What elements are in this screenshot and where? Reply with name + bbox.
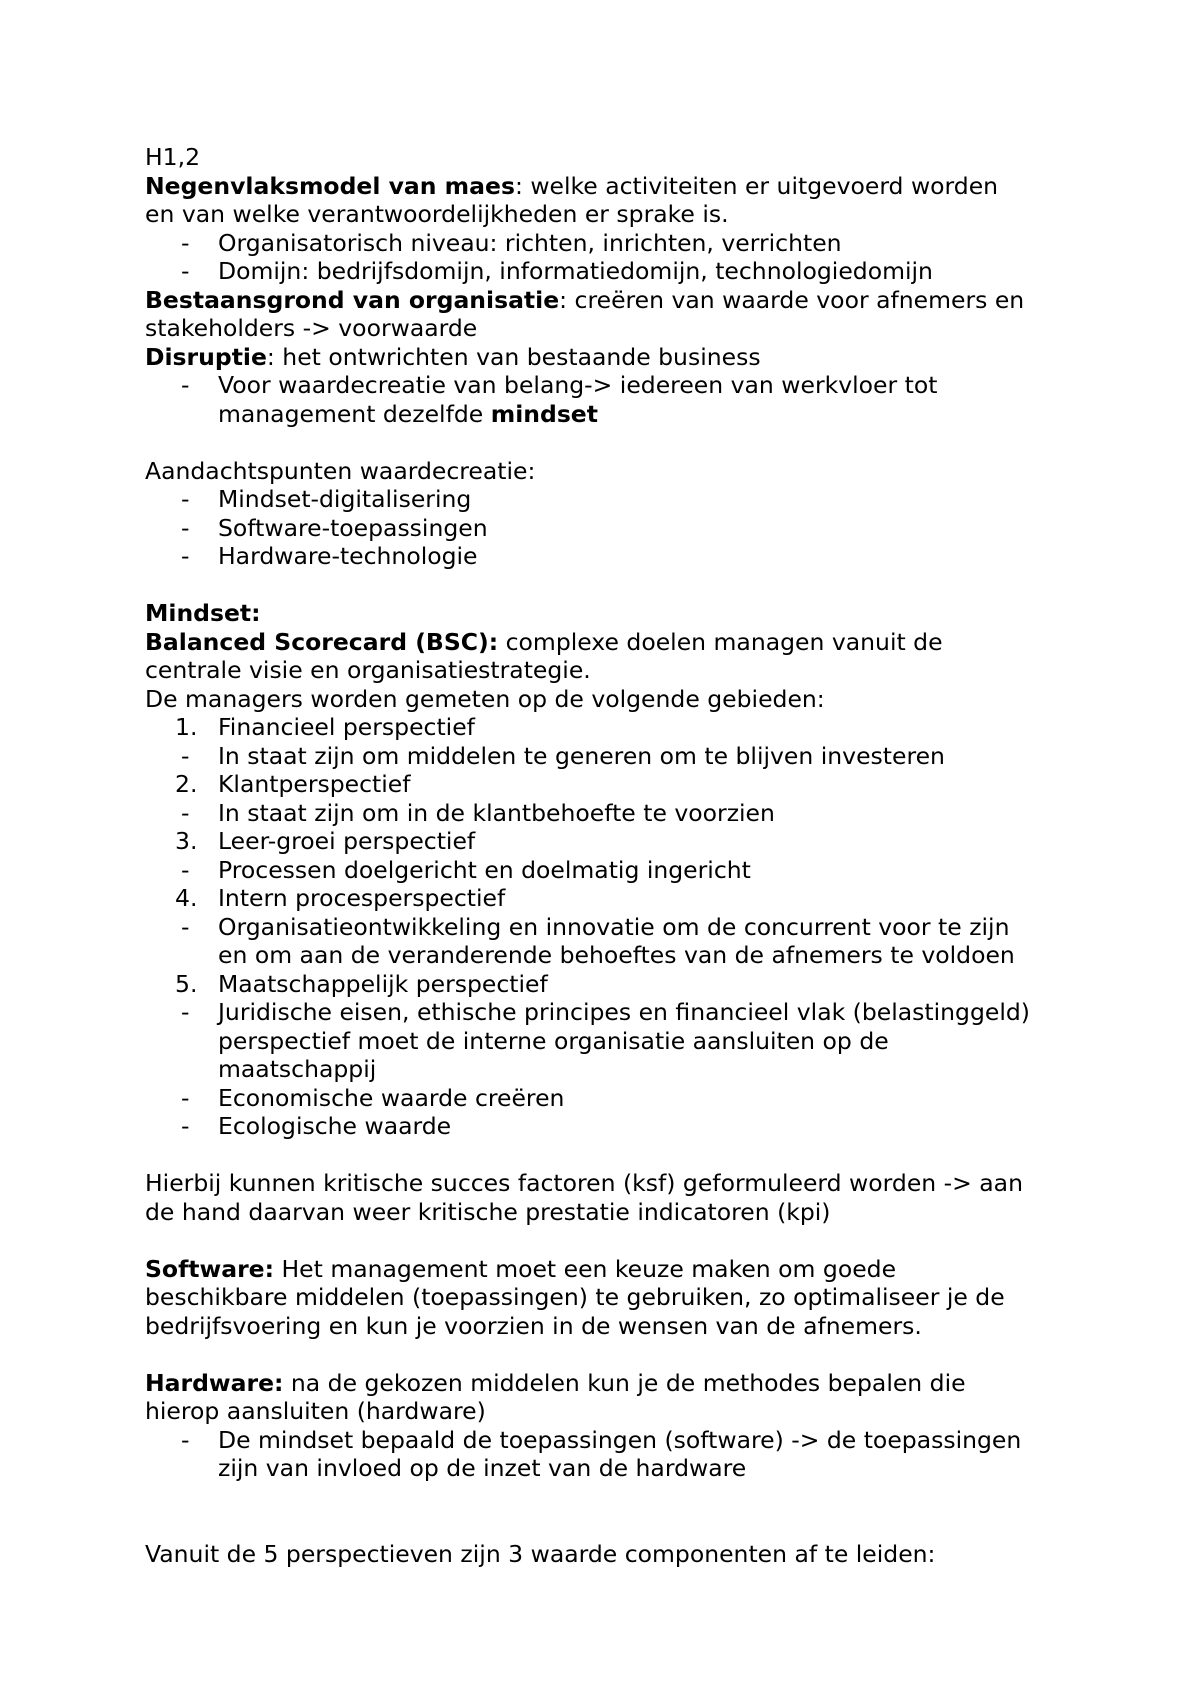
item-text: Organisatorisch niveau: richten, inrichten, verrichten: [218, 228, 842, 257]
bullet-marker: -: [181, 912, 190, 941]
item-continuation: zijn van invloed op de inzet van de hardware: [218, 1454, 747, 1482]
blank-line: [145, 1340, 1075, 1369]
definition-term: Software:: [145, 1254, 275, 1283]
item-text: Voor waardecreatie van belang-> iedereen van werkvloer tot: [218, 371, 938, 399]
numbered-item: [145, 827, 1075, 856]
text-line: en van welke verantwoordelijkheden er sprake is.: [145, 200, 729, 228]
item-text: In staat zijn om middelen te generen om te blijven investeren: [218, 741, 945, 770]
bullet-item: [145, 485, 1075, 514]
bullet-item: [145, 913, 1075, 942]
list-number: 5.: [175, 969, 198, 998]
bullet-item: [145, 1426, 1075, 1455]
item-text: Mindset-digitalisering: [218, 485, 472, 513]
item-text: Hardware-technologie: [218, 542, 478, 570]
definition-term: Bestaansgrond van organisatie: [145, 285, 560, 314]
definition-term: Negenvlaksmodel van maes: [145, 171, 515, 200]
text-line: centrale visie en organisatiestrategie.: [145, 656, 591, 684]
bullet-marker: -: [181, 855, 190, 884]
section-heading: [145, 599, 1075, 628]
definition-term: Disruptie: [145, 342, 267, 371]
bullet-marker: -: [181, 741, 190, 770]
list-number: 2.: [175, 770, 198, 798]
bullet-item: [145, 742, 1075, 771]
item-text: Intern procesperspectief: [218, 884, 506, 912]
definition-term: Hardware:: [145, 1368, 284, 1397]
numbered-item: [145, 713, 1075, 742]
bullet-item: [145, 1112, 1075, 1141]
definition-text: : welke activiteiten er uitgevoerd worden: [514, 171, 999, 200]
list-number: 3.: [175, 827, 198, 855]
item-text: Juridische eisen, ethische principes en financieel vlak (belastinggeld): [218, 998, 1030, 1026]
item-continuation: en om aan de veranderende behoeftes van de afnemers te voldoen: [218, 941, 1015, 969]
definition-line: [145, 172, 1075, 201]
numbered-item: [145, 770, 1075, 799]
item-text: Economische waarde creëren: [218, 1083, 565, 1112]
text-line: H1,2: [145, 143, 201, 171]
blank-line: [145, 1483, 1075, 1540]
definition-line: [145, 628, 1075, 657]
definition-text: na de gekozen middelen kun je de methodes bepalen die: [283, 1368, 966, 1397]
bullet-item: [145, 257, 1075, 286]
text-line: De managers worden gemeten op de volgende gebieden:: [145, 684, 825, 713]
bullet-marker: -: [181, 371, 190, 399]
text-line: beschikbare middelen (toepassingen) te gebruiken, zo optimaliseer je de: [145, 1283, 1005, 1311]
text-line: Aandachtspunten waardecreatie:: [145, 456, 536, 485]
bullet-item: [145, 856, 1075, 885]
bullet-item: [145, 799, 1075, 828]
bullet-item: [145, 229, 1075, 258]
item-text: Domijn: bedrijfsdomijn, informatiedomijn, technologiedomijn: [218, 257, 933, 285]
document-page: [145, 143, 1075, 1568]
item-continuation: maatschappij: [218, 1055, 377, 1083]
definition-text: : het ontwrichten van bestaande business: [266, 342, 761, 371]
text-line: stakeholders -> voorwaarde: [145, 314, 478, 342]
list-number: 1.: [175, 713, 198, 741]
blank-line: [145, 571, 1075, 600]
numbered-item: [145, 884, 1075, 913]
bullet-marker: -: [181, 513, 190, 542]
blank-line: [145, 1226, 1075, 1255]
definition-line: [145, 1369, 1075, 1398]
item-text: Ecologische waarde: [218, 1112, 452, 1140]
definition-text: Het management moet een keuze maken om goede: [274, 1254, 897, 1283]
item-text: De mindset bepaald de toepassingen (software) -> de toepassingen: [218, 1425, 1022, 1454]
bullet-marker: -: [181, 1112, 190, 1140]
bullet-marker: -: [181, 485, 190, 513]
item-text: Organisatieontwikkeling en innovatie om de concurrent voor te zijn: [218, 912, 1010, 941]
item-text: Klantperspectief: [218, 770, 411, 798]
text-line: Vanuit de 5 perspectieven zijn 3 waarde componenten af te leiden:: [145, 1539, 936, 1568]
definition-line: [145, 1255, 1075, 1284]
text-line: hierop aansluiten (hardware): [145, 1397, 486, 1425]
bullet-item: [145, 1084, 1075, 1113]
item-text: management dezelfde: [218, 399, 491, 428]
definition-text: complexe doelen managen vanuit de: [498, 627, 943, 656]
bullet-item: [145, 371, 1075, 400]
item-continuation: [145, 400, 1075, 429]
item-continuation: perspectief moet de interne organisatie aansluiten op de: [218, 1026, 889, 1055]
item-text: Maatschappelijk perspectief: [218, 969, 548, 998]
bullet-marker: -: [181, 228, 190, 257]
bullet-marker: -: [181, 542, 190, 570]
item-text: Leer-groei perspectief: [218, 827, 476, 855]
emphasis-text: mindset: [490, 399, 598, 428]
numbered-item: [145, 970, 1075, 999]
blank-line: [145, 428, 1075, 457]
text-line: Hierbij kunnen kritische succes factoren (ksf) geformuleerd worden -> aan: [145, 1169, 1023, 1197]
bullet-item: [145, 998, 1075, 1027]
text-line: de hand daarvan weer kritische prestatie indicatoren (kpi): [145, 1197, 831, 1226]
bullet-item: [145, 514, 1075, 543]
bullet-marker: -: [181, 1083, 190, 1112]
bullet-marker: -: [181, 998, 190, 1026]
text-line: bedrijfsvoering en kun je voorzien in de wensen van de afnemers.: [145, 1311, 922, 1340]
definition-text: : creëren van waarde voor afnemers en: [559, 285, 1025, 314]
definition-line: [145, 343, 1075, 372]
heading-text: Mindset:: [145, 599, 261, 627]
bullet-marker: -: [181, 257, 190, 285]
definition-term: Balanced Scorecard (BSC):: [145, 627, 499, 656]
list-number: 4.: [175, 884, 198, 912]
bullet-marker: -: [181, 798, 190, 827]
item-text: Processen doelgericht en doelmatig ingericht: [218, 855, 751, 884]
definition-line: [145, 286, 1075, 315]
item-text: In staat zijn om in de klantbehoefte te voorzien: [218, 798, 775, 827]
blank-line: [145, 1141, 1075, 1170]
bullet-marker: -: [181, 1425, 190, 1454]
bullet-item: [145, 542, 1075, 571]
item-text: Software-toepassingen: [218, 513, 488, 542]
item-text: Financieel perspectief: [218, 713, 475, 741]
